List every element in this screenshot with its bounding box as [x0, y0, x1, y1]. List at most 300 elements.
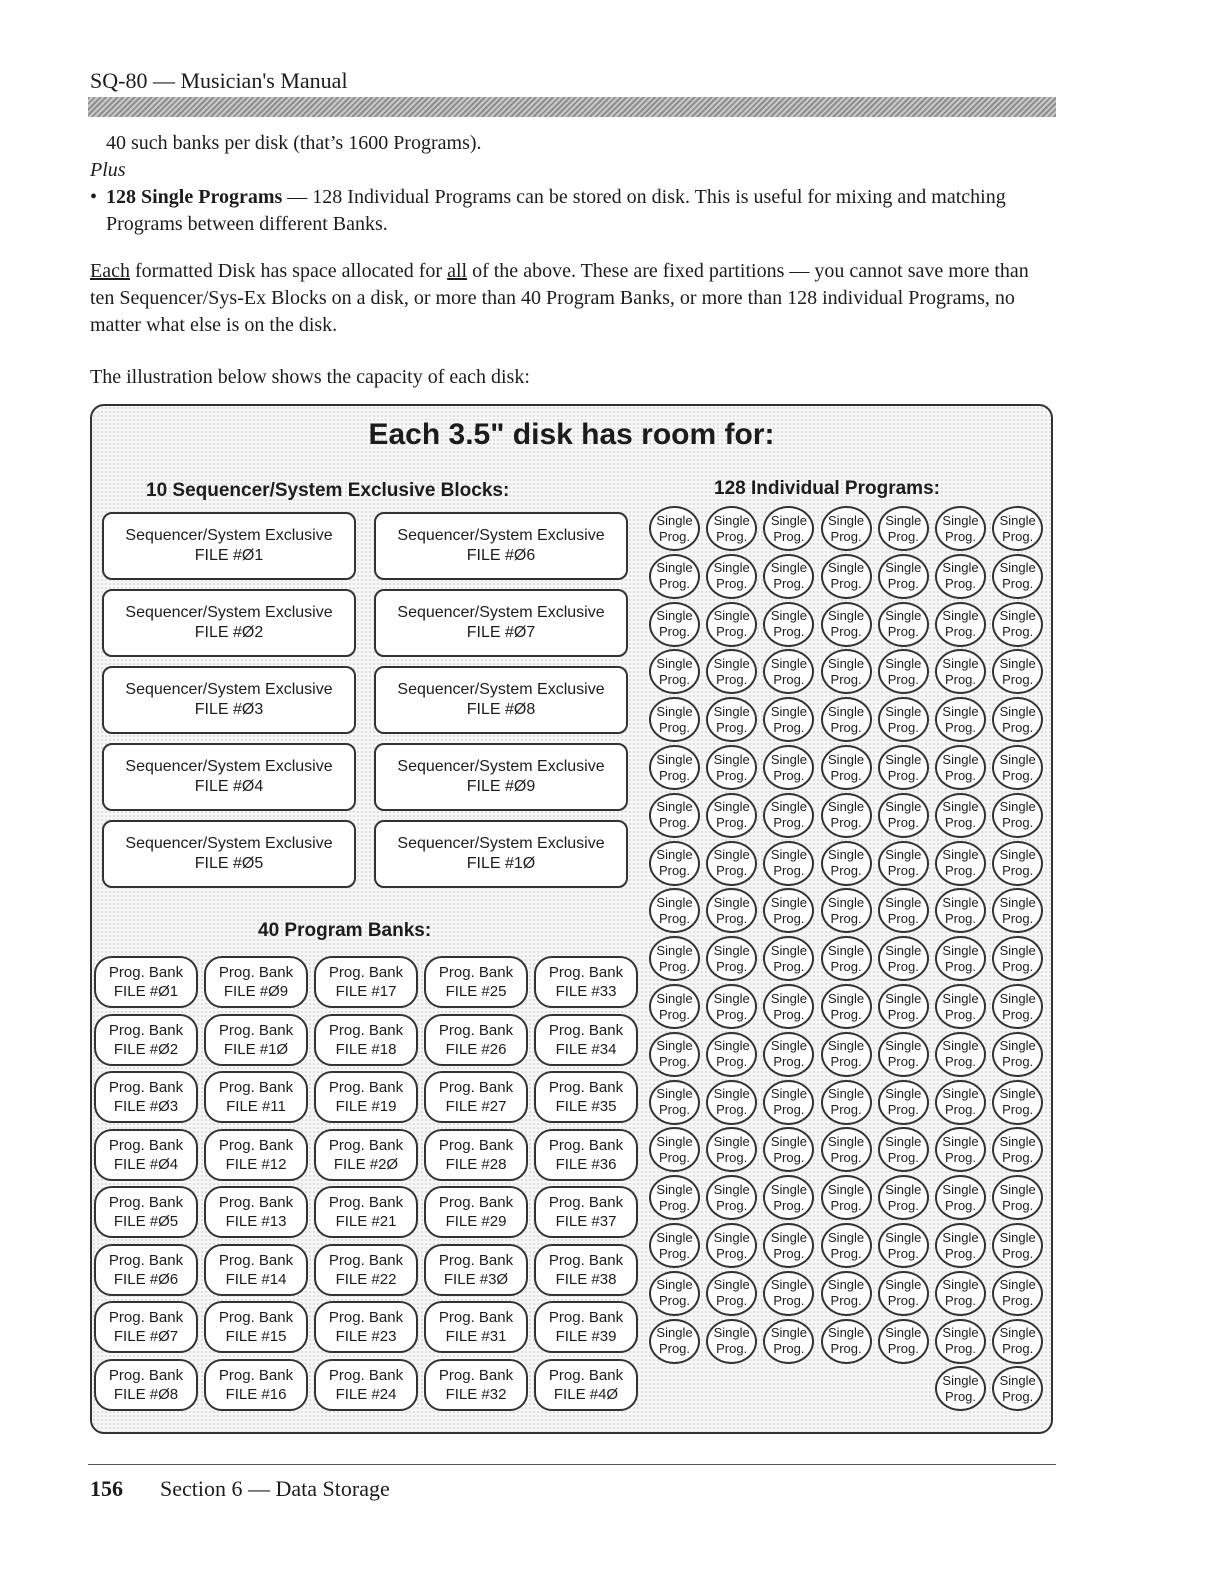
seq-block-10: [374, 820, 628, 888]
single-label: Single: [713, 655, 750, 671]
program-bank-24: [314, 1359, 418, 1411]
prog-label: Prog.: [830, 1149, 862, 1165]
prog-label: Prog.: [887, 863, 919, 879]
single-program-31: [763, 697, 814, 742]
program-bank-38: [534, 1244, 638, 1296]
single-program-30: [706, 697, 757, 742]
single-label: Single: [999, 703, 1036, 719]
single-program-96: [878, 1127, 929, 1172]
bank-label: Prog. Bank: [108, 1366, 184, 1384]
prog-label: Prog.: [716, 767, 748, 783]
single-label: Single: [942, 1086, 979, 1102]
bank-file: FILE #33: [555, 983, 617, 1000]
single-program-75: [878, 984, 929, 1029]
single-label: Single: [885, 560, 922, 576]
program-bank-27: [424, 1071, 528, 1123]
program-bank-3: [94, 1071, 198, 1123]
single-program-86: [706, 1080, 757, 1125]
prog-label: Prog.: [887, 1006, 919, 1022]
prog-label: Prog.: [887, 1102, 919, 1118]
single-program-87: [763, 1080, 814, 1125]
program-bank-13: [204, 1186, 308, 1238]
single-program-97: [935, 1127, 986, 1172]
prog-label: Prog.: [830, 1006, 862, 1022]
single-program-90: [935, 1080, 986, 1125]
single-program-115: [763, 1271, 814, 1316]
single-program-122: [763, 1319, 814, 1364]
prog-label: Prog.: [1002, 719, 1034, 735]
single-label: Single: [713, 894, 750, 910]
single-program-52: [763, 841, 814, 886]
single-program-20: [935, 602, 986, 647]
single-program-67: [821, 936, 872, 981]
program-bank-2: [94, 1014, 198, 1066]
prog-label: Prog.: [887, 1197, 919, 1213]
program-bank-23: [314, 1301, 418, 1353]
single-label: Single: [828, 942, 865, 958]
single-label: Single: [656, 1229, 693, 1245]
prog-label: Prog.: [887, 1054, 919, 1070]
prog-label: Prog.: [944, 719, 977, 735]
single-program-18: [821, 602, 872, 647]
single-program-126: [992, 1319, 1043, 1364]
p2-part-b: of the above. These are fixed partitions — you cannot save more than ten Sequencer/Sys-Ex Blocks on a disk, or more than 40 Program Banks, or more than 128 individual Programs, no matter what else is on the disk.: [90, 260, 1029, 336]
bank-label: Prog. Bank: [328, 1136, 404, 1154]
single-label: Single: [942, 655, 979, 671]
single-program-56: [992, 841, 1043, 886]
single-label: Single: [770, 799, 807, 815]
program-bank-26: [424, 1014, 528, 1066]
single-label: Single: [656, 560, 693, 576]
bank-label: Prog. Bank: [108, 1194, 184, 1211]
single-program-40: [878, 745, 929, 790]
prog-label: Prog.: [830, 576, 862, 592]
single-program-84: [992, 1032, 1043, 1077]
single-program-54: [878, 841, 929, 886]
single-program-109: [821, 1223, 872, 1268]
prog-label: Prog.: [773, 1245, 805, 1261]
bank-file: FILE #14: [225, 1270, 287, 1288]
seq-block-file: FILE #1Ø: [466, 855, 536, 872]
single-label: Single: [713, 1181, 750, 1197]
single-label: Single: [828, 1229, 865, 1245]
prog-label: Prog.: [658, 671, 691, 687]
body-continuation: [90, 130, 1058, 238]
single-program-114: [706, 1271, 757, 1316]
seq-heading: 10 Sequencer/System Exclusive Blocks:: [146, 480, 510, 501]
single-label: Single: [942, 560, 979, 576]
single-label: Single: [656, 799, 693, 815]
single-program-85: [649, 1080, 700, 1125]
seq-block-8: [374, 666, 628, 734]
prog-label: Prog.: [658, 719, 691, 735]
single-program-37: [706, 745, 757, 790]
running-head: SQ-80 — Musician's Manual: [90, 68, 348, 93]
single-label: Single: [885, 1086, 922, 1102]
single-label: Single: [770, 847, 807, 863]
single-label: Single: [885, 1277, 922, 1293]
single-label: Single: [713, 751, 750, 767]
seq-block-label: Sequencer/System Exclusive: [397, 681, 605, 698]
single-program-57: [649, 888, 700, 933]
program-bank-22: [314, 1244, 418, 1296]
program-bank-34: [534, 1014, 638, 1066]
seq-block-file: FILE #Ø1: [194, 547, 264, 564]
single-label: Single: [770, 608, 807, 624]
bank-file: FILE #39: [555, 1328, 617, 1345]
single-label: Single: [828, 1133, 865, 1149]
single-label: Single: [885, 608, 922, 624]
single-program-2: [706, 506, 757, 551]
prog-label: Prog.: [716, 528, 748, 544]
single-label: Single: [656, 608, 693, 624]
single-label: Single: [885, 512, 922, 528]
prog-label: Prog.: [1002, 671, 1034, 687]
bank-file: FILE #35: [555, 1098, 617, 1115]
program-bank-14: [204, 1244, 308, 1296]
bank-label: Prog. Bank: [218, 1366, 294, 1384]
bullet-text: — 128 Individual Programs can be stored on disk. This is useful for mixing and matching Programs between different Banks.: [106, 186, 1006, 235]
single-label: Single: [999, 560, 1036, 576]
single-program-17: [763, 602, 814, 647]
single-program-72: [706, 984, 757, 1029]
prog-label: Prog.: [830, 1245, 862, 1261]
single-label: Single: [713, 1277, 750, 1293]
single-program-89: [878, 1080, 929, 1125]
prog-label: Prog.: [830, 815, 862, 831]
bank-file: FILE #Ø3: [113, 1098, 179, 1115]
single-program-69: [935, 936, 986, 981]
program-bank-5: [94, 1186, 198, 1238]
program-bank-33: [534, 956, 638, 1008]
single-label: Single: [656, 1325, 693, 1341]
single-label: Single: [770, 1038, 807, 1054]
bank-file: FILE #31: [445, 1328, 507, 1345]
single-program-58: [706, 888, 757, 933]
single-label: Single: [656, 512, 693, 528]
single-program-49: [992, 793, 1043, 838]
prog-label: Prog.: [773, 1149, 805, 1165]
prog-label: Prog.: [658, 863, 691, 879]
single-program-124: [878, 1319, 929, 1364]
seq-block-file: FILE #Ø6: [466, 547, 536, 564]
prog-label: Prog.: [944, 1149, 977, 1165]
seq-block-label: Sequencer/System Exclusive: [397, 604, 605, 621]
single-label: Single: [770, 1229, 807, 1245]
single-label: Single: [999, 512, 1036, 528]
prog-label: Prog.: [1002, 1293, 1034, 1309]
bank-label: Prog. Bank: [328, 1251, 404, 1269]
single-program-3: [763, 506, 814, 551]
single-label: Single: [999, 847, 1036, 863]
single-program-127: [935, 1366, 986, 1411]
bank-label: Prog. Bank: [218, 964, 294, 981]
prog-label: Prog.: [830, 863, 862, 879]
prog-label: Prog.: [716, 1102, 748, 1118]
single-label: Single: [656, 703, 693, 719]
single-label: Single: [770, 751, 807, 767]
single-program-119: [992, 1271, 1043, 1316]
bank-label: Prog. Bank: [108, 1021, 184, 1039]
single-program-71: [649, 984, 700, 1029]
prog-label: Prog.: [944, 576, 977, 592]
prog-label: Prog.: [830, 671, 862, 687]
footer-rule: [88, 1464, 1056, 1465]
program-bank-11: [204, 1071, 308, 1123]
section-name: Section 6 — Data Storage: [160, 1476, 390, 1501]
prog-label: Prog.: [716, 719, 748, 735]
bank-file: FILE #12: [225, 1155, 287, 1173]
single-program-121: [706, 1319, 757, 1364]
single-label: Single: [999, 990, 1036, 1006]
bank-file: FILE #Ø6: [113, 1270, 179, 1288]
program-bank-15: [204, 1301, 308, 1353]
single-program-4: [821, 506, 872, 551]
single-program-19: [878, 602, 929, 647]
single-label: Single: [885, 1229, 922, 1245]
prog-label: Prog.: [830, 958, 862, 974]
prog-label: Prog.: [887, 1245, 919, 1261]
p2-part-a: formatted Disk has space allocated for: [129, 260, 448, 282]
single-label: Single: [828, 799, 865, 815]
single-program-13: [935, 554, 986, 599]
prog-label: Prog.: [887, 1149, 919, 1165]
seq-block-7: [374, 589, 628, 657]
single-program-113: [649, 1271, 700, 1316]
prog-label: Prog.: [658, 1341, 691, 1357]
prog-label: Prog.: [658, 815, 691, 831]
single-label: Single: [885, 1133, 922, 1149]
bank-label: Prog. Bank: [438, 1309, 514, 1326]
prog-label: Prog.: [944, 1006, 977, 1022]
single-program-14: [992, 554, 1043, 599]
single-program-63: [992, 888, 1043, 933]
prog-label: Prog.: [1002, 528, 1034, 544]
single-label: Single: [828, 1325, 865, 1341]
prog-label: Prog.: [716, 863, 748, 879]
single-label: Single: [770, 942, 807, 958]
single-program-64: [649, 936, 700, 981]
single-program-116: [821, 1271, 872, 1316]
single-program-42: [992, 745, 1043, 790]
bank-file: FILE #19: [335, 1098, 397, 1115]
single-program-34: [935, 697, 986, 742]
single-program-102: [821, 1175, 872, 1220]
bank-label: Prog. Bank: [548, 1021, 624, 1039]
single-label: Single: [770, 703, 807, 719]
bank-label: Prog. Bank: [438, 1021, 514, 1039]
prog-label: Prog.: [830, 719, 862, 735]
prog-label: Prog.: [944, 1054, 977, 1070]
seq-block-label: Sequencer/System Exclusive: [125, 681, 333, 698]
bank-label: Prog. Bank: [218, 1021, 294, 1039]
program-bank-37: [534, 1186, 638, 1238]
single-program-101: [763, 1175, 814, 1220]
program-bank-32: [424, 1359, 528, 1411]
prog-label: Prog.: [658, 767, 691, 783]
seq-block-label: Sequencer/System Exclusive: [397, 527, 605, 544]
prog-label: Prog.: [944, 671, 977, 687]
single-label: Single: [713, 1038, 750, 1054]
single-label: Single: [828, 751, 865, 767]
single-label: Single: [999, 1372, 1036, 1388]
single-label: Single: [885, 847, 922, 863]
bank-label: Prog. Bank: [548, 1136, 624, 1154]
single-label: Single: [999, 1133, 1036, 1149]
single-label: Single: [885, 942, 922, 958]
single-program-15: [649, 602, 700, 647]
prog-label: Prog.: [773, 1006, 805, 1022]
p3-text: The illustration below shows the capacity of each disk:: [90, 366, 530, 388]
prog-label: Prog.: [773, 671, 805, 687]
prog-label: Prog.: [773, 1054, 805, 1070]
single-program-92: [649, 1127, 700, 1172]
bank-label: Prog. Bank: [438, 1136, 514, 1154]
single-label: Single: [885, 799, 922, 815]
single-program-27: [935, 649, 986, 694]
page-number: 156: [90, 1476, 123, 1501]
single-program-44: [706, 793, 757, 838]
bank-file: FILE #22: [335, 1270, 397, 1288]
single-label: Single: [999, 1277, 1036, 1293]
single-program-5: [878, 506, 929, 551]
bank-label: Prog. Bank: [108, 1136, 184, 1154]
single-label: Single: [770, 990, 807, 1006]
seq-block-2: [102, 589, 356, 657]
single-label: Single: [656, 894, 693, 910]
prog-label: Prog.: [887, 767, 919, 783]
program-bank-7: [94, 1301, 198, 1353]
single-program-50: [649, 841, 700, 886]
single-label: Single: [885, 703, 922, 719]
single-program-95: [821, 1127, 872, 1172]
single-label: Single: [828, 847, 865, 863]
single-program-26: [878, 649, 929, 694]
prog-label: Prog.: [716, 1054, 748, 1070]
program-bank-25: [424, 956, 528, 1008]
prog-label: Prog.: [944, 863, 977, 879]
single-label: Single: [942, 1325, 979, 1341]
prog-label: Prog.: [1002, 863, 1034, 879]
bank-file: FILE #Ø8: [113, 1385, 179, 1403]
single-label: Single: [713, 847, 750, 863]
prog-label: Prog.: [716, 815, 748, 831]
single-label: Single: [999, 1038, 1036, 1054]
single-program-46: [821, 793, 872, 838]
prog-label: Prog.: [830, 1054, 862, 1070]
bank-label: Prog. Bank: [218, 1251, 294, 1269]
single-label: Single: [713, 560, 750, 576]
program-bank-21: [314, 1186, 418, 1238]
single-program-55: [935, 841, 986, 886]
bank-label: Prog. Bank: [108, 1251, 184, 1269]
seq-block-label: Sequencer/System Exclusive: [125, 835, 333, 852]
single-label: Single: [770, 512, 807, 528]
bank-label: Prog. Bank: [328, 964, 404, 981]
seq-block-label: Sequencer/System Exclusive: [125, 758, 333, 775]
single-label: Single: [828, 703, 865, 719]
single-program-61: [878, 888, 929, 933]
single-program-125: [935, 1319, 986, 1364]
single-label: Single: [770, 655, 807, 671]
program-bank-19: [314, 1071, 418, 1123]
program-bank-35: [534, 1071, 638, 1123]
prog-label: Prog.: [1002, 910, 1034, 926]
prog-label: Prog.: [887, 528, 919, 544]
bank-file: FILE #Ø7: [113, 1328, 179, 1345]
bullet-item: [90, 184, 1058, 238]
single-label: Single: [656, 942, 693, 958]
single-label: Single: [885, 894, 922, 910]
bank-label: Prog. Bank: [328, 1021, 404, 1039]
bank-label: Prog. Bank: [438, 1366, 514, 1384]
single-program-81: [821, 1032, 872, 1077]
single-program-83: [935, 1032, 986, 1077]
prog-label: Prog.: [1002, 767, 1034, 783]
single-label: Single: [942, 1038, 979, 1054]
prog-label: Prog.: [658, 1149, 691, 1165]
bank-file: FILE #11: [226, 1098, 286, 1115]
single-label: Single: [770, 1086, 807, 1102]
bank-file: FILE #24: [335, 1385, 397, 1403]
prog-label: Prog.: [658, 910, 691, 926]
bank-label: Prog. Bank: [438, 1194, 514, 1211]
single-label: Single: [999, 1325, 1036, 1341]
bank-label: Prog. Bank: [218, 1194, 294, 1211]
prog-label: Prog.: [944, 815, 977, 831]
single-label: Single: [885, 1038, 922, 1054]
prog-label: Prog.: [773, 767, 805, 783]
single-program-105: [992, 1175, 1043, 1220]
bank-label: Prog. Bank: [108, 1079, 184, 1096]
bank-file: FILE #16: [225, 1385, 287, 1403]
single-label: Single: [828, 1038, 865, 1054]
bank-file: FILE #15: [225, 1328, 287, 1345]
prog-label: Prog.: [773, 910, 805, 926]
prog-label: Prog.: [658, 1293, 691, 1309]
single-label: Single: [942, 990, 979, 1006]
plus-label: Plus: [90, 159, 126, 181]
single-program-36: [649, 745, 700, 790]
prog-label: Prog.: [830, 624, 862, 640]
program-bank-1: [94, 956, 198, 1008]
seq-block-3: [102, 666, 356, 734]
paragraph-partitions: [90, 258, 1058, 339]
line-banks: 40 such banks per disk (that’s 1600 Programs).: [106, 132, 482, 154]
program-bank-18: [314, 1014, 418, 1066]
seq-block-file: FILE #Ø9: [466, 778, 536, 795]
single-label: Single: [885, 1181, 922, 1197]
single-program-62: [935, 888, 986, 933]
single-label: Single: [942, 1181, 979, 1197]
program-bank-17: [314, 956, 418, 1008]
prog-label: Prog.: [716, 1197, 748, 1213]
single-label: Single: [770, 560, 807, 576]
single-label: Single: [770, 894, 807, 910]
prog-label: Prog.: [944, 1293, 977, 1309]
single-label: Single: [885, 751, 922, 767]
seq-block-4: [102, 743, 356, 811]
prog-label: Prog.: [773, 719, 805, 735]
prog-label: Prog.: [887, 671, 919, 687]
single-program-77: [992, 984, 1043, 1029]
bank-file: FILE #Ø9: [223, 983, 289, 1000]
bank-label: Prog. Bank: [438, 1251, 514, 1269]
prog-label: Prog.: [658, 624, 691, 640]
prog-label: Prog.: [944, 1245, 977, 1261]
bank-file: FILE #26: [445, 1040, 507, 1058]
prog-label: Prog.: [1002, 815, 1034, 831]
